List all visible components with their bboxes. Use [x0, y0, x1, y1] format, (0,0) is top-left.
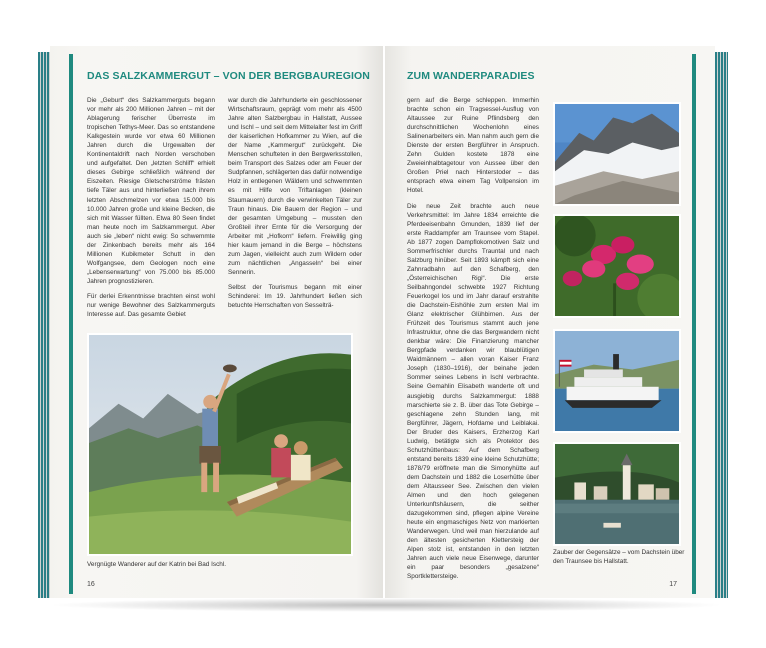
photo-caption: Zauber der Gegensätze – vom Dachstein über den Traunsee bis Hallstatt. — [553, 549, 685, 565]
hallstatt-photo — [553, 442, 681, 546]
hikers-photo — [87, 333, 353, 556]
left-text-column-1 — [87, 96, 215, 325]
accent-bar-left — [69, 54, 73, 594]
flower-photo — [553, 214, 681, 318]
open-book — [38, 46, 728, 602]
left-text-column-2 — [228, 96, 362, 316]
steamboat-photo — [553, 329, 681, 433]
accent-bar-right — [692, 54, 696, 594]
left-page — [50, 46, 383, 598]
right-page — [385, 46, 715, 598]
mountain-photo — [553, 102, 681, 206]
paragraph: gern auf die Berge schleppen. Immerhin brachte schon ein Tragsessel-Ausflug von Altaussee zur Ruine Pflindsberg den durchschnittlichen Wochenlohn eines Salinenarbeiters ein. Man nahm auch gern die Dienste der ersten Bergführer in Anspruch. Zehn Gulden kostete 1878 eine Zweieinhalbtagetour von Aussee über den Großen Priel nach Hinterstoder – das entsprach etwa einem Tag Vollpension im Hotel. — [407, 97, 539, 195]
right-text-column — [407, 96, 539, 587]
page-number: 17 — [669, 581, 677, 588]
paragraph: war durch die Jahrhunderte ein geschlossener Wirtschaftsraum, geprägt vom mehr als 4500 Jahre alten Salzbergbau in Hallstatt, Aussee und Ischl – und seit dem Mittelalter fest im Griff der kaiserlichen Hofkammer zu Wien, auf die der Name „Kammergut“ zurückgeht. Die Menschen schufteten in den Bergwerksstollen, beim Transport des Salzes oder am Feuer der Sudpfannen, schlägerten das dafür notwendige Holz in entlegenen Wäldern und schwemmten es mit Hilfe von Triftanlagen (kleinen Staumauern) durch die verwinkelten Täler zur Traun hinaus. Die Bauern der Region – und der gesamten Umgebung – mussten den Großteil ihrer Ernte für die Versorgung der Arbeiter mit „Hofkorn“ liefern. Freiwillig ging hier kaum jemand in die Berge – höchstens zum Jagen, vielleicht auch zum Wildern oder zum nächtlichen „Angasseln“ bei einer Sennerin. — [228, 97, 362, 276]
page-number: 16 — [87, 581, 95, 588]
right-heading: ZUM WANDERPARADIES — [407, 70, 535, 82]
page-edge-right — [714, 52, 728, 598]
paragraph: Die neue Zeit brachte auch neue Verkehrsmittel: Im Jahre 1834 erreichte die Pferdeeisenbahn Gmunden, 1839 lief der erste Raddampfer am Traunsee vom Stapel. Ab 1877 zogen Dampflokomotiven Salz und Sommerfrischler durchs Trauntal und nach Salzburg hinüber. Seit 1893 kämpft sich eine Zahnradbahn auf den Schafberg, den „Österreichischen Rigi“. Die erste Seilbahngondel schwebte 1927 Richtung Feuerkogel los und im Jahr darauf erstrahlte die Dachstein-Eishöhle zum ersten Mal im Glanz elektrischer Glühbirnen. Aus der Frühzeit des Tourismus stammt auch jene Infrastruktur, ohne die das Bergwandern nicht denkbar wäre: Die Finanzierung mancher Bergpfade verdanken wir blaublütigen Waidmännern – allen voran Kaiser Franz Joseph (1830–1916), der beinahe jeden Sommer seines Lebens in Ischl verbrachte. Seine Gemahlin Elisabeth wanderte oft und ausgiebig durchs Salzkammergut: 1888 marschierte sie z. B. über das Tote Gebirge – geschlagene zehn Stunden lang, mit Bergführer, Jägern, Hofdame und Leiblakai. Der Bruder des Kaisers, Erzherzog Karl Ludwig, betätigte sich als Protektor des Schutzhüttenbaus: Auf dem Schafberg entstand bereits 1839 eine kleine Schutzhütte; 1878/79 eröffnete man die Simonyhütte auf dem Dachstein und 1882 die Loserhütte über dem Altausseer See. Zwischen den vielen Almen und den hoch gelegenen Unterkunftshäusern, die seither dazugekommen sind, pflegen alpine Vereine heute ein engmaschiges Netz von markierten Wanderwegen. Und weil man hierzulande auf den ältesten gesicherten Klettersteig der Alpen stolz ist, entstanden in den letzten Jahren auch viele neue Eisenwege, darunter ein paar besonders „gesalzene“ Sportklettersteige. — [407, 202, 539, 581]
left-heading: DAS SALZKAMMERGUT – VON DER BERGBAUREGION — [87, 70, 370, 82]
paragraph: Die „Geburt“ des Salzkammerguts begann vor mehr als 200 Millionen Jahren – mit der Ablagerung ferischer Überreste im tropischen Tethys-Meer. Das so entstandene Kalkgestein wurde vor etwa 60 Millionen Jahren durch die Urgewalten der Kontinentaldrift nach Norden verschoben und aufgefaltet. Den „letzten Schliff“ erhielt dieses Gebirge schließlich während der Eiszeiten. Riesige Gletscherströme frästen tiefe Täler aus und hinterließen nach ihrem letzten Abschmelzen vor etwa 15.000 bis 10.000 Jahren große und kleine Becken, die sich mit Wasser füllten. Etwa 80 Seen findet man heute noch im Salzkammergut. Aber auch sie „leben“ nicht ewig: So schwemmte der Zinkenbach bereits mehr als 164 Millionen Kubikmeter Schutt in den Wolfgangsee, dem Geologen noch eine „Lebenserwartung“ von 75.000 bis 85.000 Jahren prognostizieren. — [87, 97, 215, 285]
photo-caption: Vergnügte Wanderer auf der Katrin bei Bad Ischl. — [87, 561, 227, 568]
paragraph: Für derlei Erkenntnisse brachten einst wohl nur wenige Bewohner des Salzkammerguts Interesse auf. Das gesamte Gebiet — [87, 292, 215, 319]
paragraph: Selbst der Tourismus begann mit einer Schinderei: Im 19. Jahrhundert ließen sich betuchte Herrschaften von Sesselträ- — [228, 283, 362, 310]
